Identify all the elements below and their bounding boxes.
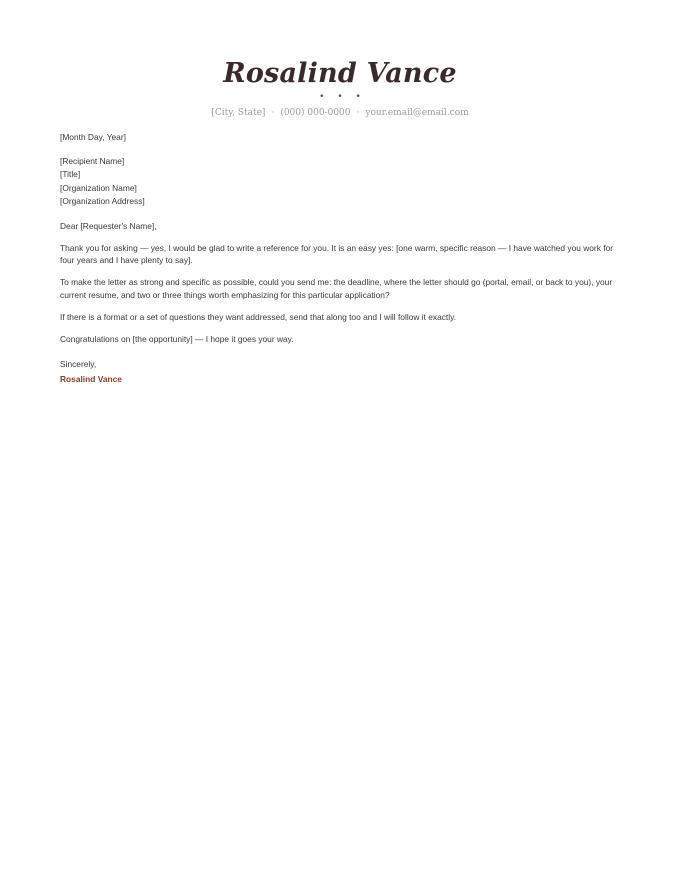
contact-line [0,107,680,119]
letter-body [60,131,620,386]
contact-phone: (000) 000-0000 [280,108,351,118]
salutation: Dear [Requester's Name], [60,220,157,231]
recipient-title: [Title] [60,169,81,180]
recipient-address: [Organization Address] [60,196,145,207]
recipient-block [60,155,620,209]
body-paragraph: If there is a format or a set of questions they want addressed, send that along too and I will follow it exactly. [60,311,457,322]
letter-date: [Month Day, Year] [60,132,126,142]
letterhead [0,56,680,119]
contact-email: your.email@email.com [365,108,469,118]
signature: Rosalind Vance [60,373,122,384]
sender-name: Rosalind Vance [223,58,457,89]
body-paragraph: Congratulations on [the opportunity] — I hope it goes your way. [60,333,294,344]
closing: Sincerely, [60,359,97,370]
body-paragraph: To make the letter as strong and specific as possible, could you send me: the deadline, where the letter should go (portal, email, or back to you), your current resume, and two or three things worth emphasizing for this particular application? [60,277,613,300]
contact-location: [City, State] [211,108,266,118]
recipient-name: [Recipient Name] [60,155,125,166]
contact-separator: · [356,108,360,118]
header-divider: • • • [319,92,366,102]
recipient-organization: [Organization Name] [60,182,137,193]
contact-separator: · [271,108,275,118]
body-paragraph: Thank you for asking — yes, I would be glad to write a reference for you. It is an easy yes: [one warm, specific reason — I have watched you work for four years and I have plenty to say]. [60,242,614,266]
